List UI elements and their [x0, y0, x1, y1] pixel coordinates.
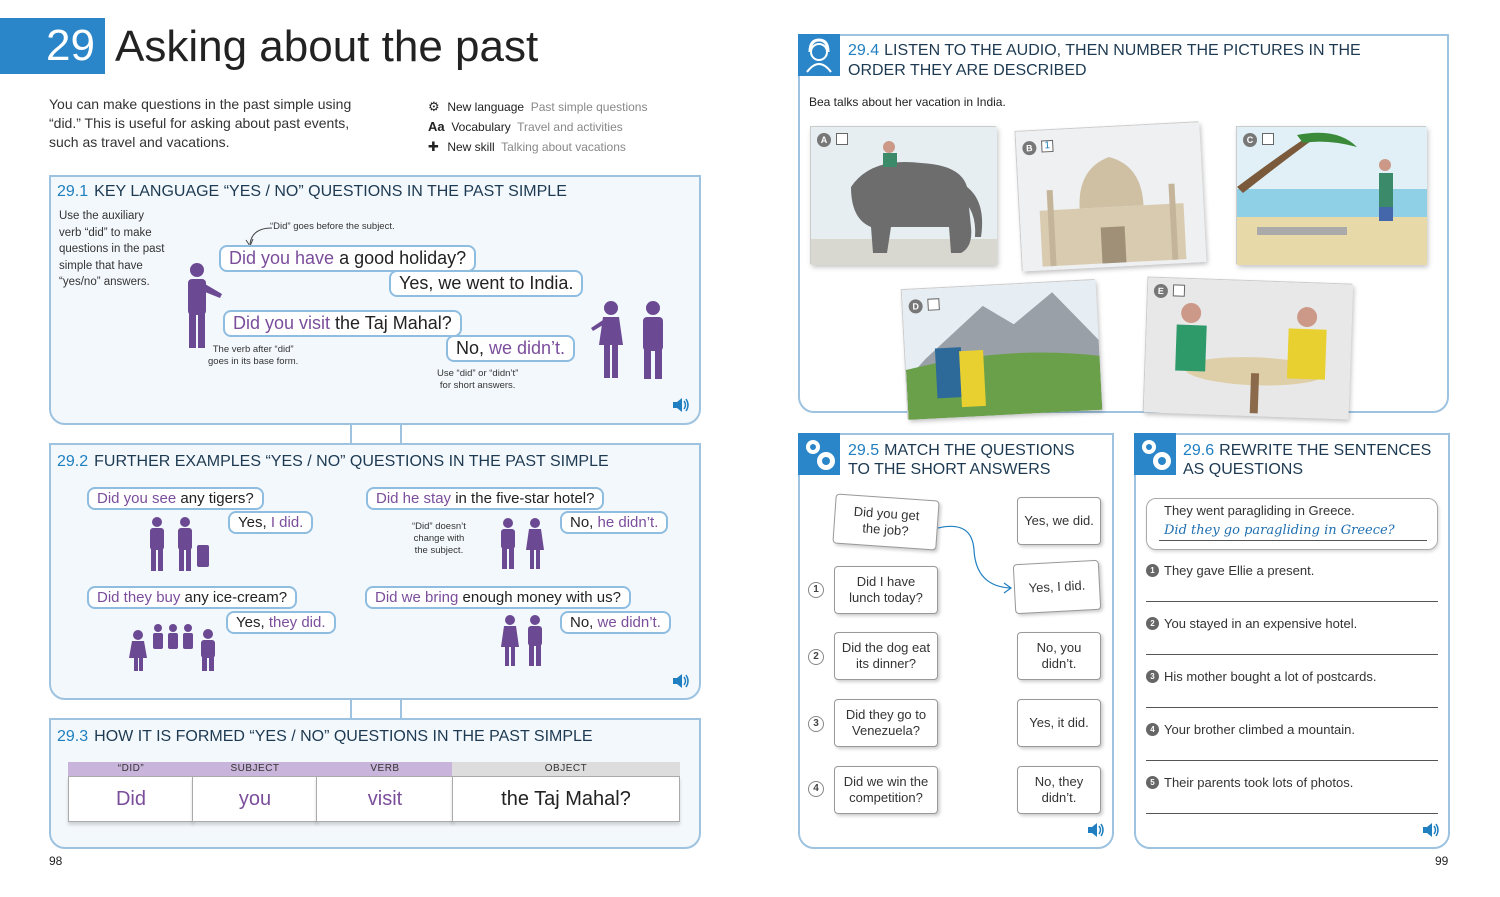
man-figure-icon [180, 262, 224, 350]
number-badge-2: 2 [808, 649, 824, 665]
example-box: They went paragliding in Greece. Did they go paragliding in Greece? [1146, 498, 1438, 550]
picture-c-beach: C [1236, 126, 1426, 264]
picture-b-taj-mahal: B 1 [1014, 121, 1205, 270]
couple-figure-icon [145, 517, 215, 572]
question-card-3[interactable]: Did they go to Venezuela? [834, 699, 938, 747]
speech-bubble-answer: No, we didn’t. [560, 611, 671, 634]
sentence-3: His mother bought a lot of postcards. [1164, 669, 1377, 684]
panel-heading: 29.5 MATCH THE QUESTIONS TO THE SHORT ANSWERS [848, 442, 1075, 478]
panel-heading: 29.3 HOW IT IS FORMED “YES / NO” QUESTIONS IN THE PAST SIMPLE [57, 728, 593, 745]
speech-bubble-question: Did you see any tigers? [87, 487, 264, 510]
formation-piece-object: OBJECT the Taj Mahal? [452, 762, 680, 824]
annotation-did-before-subject: “Did” goes before the subject. [270, 221, 395, 232]
speech-bubble-answer: Yes, we went to India. [389, 270, 583, 297]
answer-line-3[interactable] [1146, 707, 1438, 708]
answer-box-e[interactable] [1173, 284, 1185, 296]
item-number-1: 1 [1146, 564, 1159, 577]
speech-bubble-question: Did you visit the Taj Mahal? [223, 310, 462, 337]
side-note: Use the auxiliary verb “did” to make questions in the past simple that have “yes/no” answers. [59, 210, 165, 288]
gears-icon: ⚙ [428, 99, 440, 114]
formation-piece-verb: VERB visit [316, 762, 454, 824]
number-badge-3: 3 [808, 716, 824, 732]
man-figure-icon [636, 300, 670, 380]
speech-bubble-answer: No, we didn’t. [446, 335, 575, 362]
panel-heading: 29.1 KEY LANGUAGE “YES / NO” QUESTIONS IN THE PAST SIMPLE [57, 183, 567, 200]
aa-icon: Aa [428, 119, 445, 134]
listen-icon [798, 34, 840, 76]
exercise-prompt: Bea talks about her vacation in India. [809, 95, 1006, 109]
panel-heading: 29.6 REWRITE THE SENTENCES AS QUESTIONS [1183, 442, 1432, 478]
number-badge-4: 4 [808, 781, 824, 797]
speech-bubble-answer: No, he didn’t. [560, 511, 668, 534]
question-card-example[interactable]: Did you get the job? [832, 493, 939, 550]
speech-bubble-answer: Yes, they did. [226, 611, 336, 634]
sentence-2: You stayed in an expensive hotel. [1164, 616, 1358, 631]
family-figure-icon [128, 620, 220, 672]
gear-icon [1134, 433, 1176, 475]
page-number-left: 98 [49, 854, 63, 868]
panel-heading: 29.4 LISTEN TO THE AUDIO, THEN NUMBER THE PICTURES IN THE ORDER THEY ARE DESCRIBED [848, 42, 1361, 79]
answer-line-5[interactable] [1146, 813, 1438, 814]
answer-line-4[interactable] [1146, 760, 1438, 761]
answer-box-b[interactable]: 1 [1041, 140, 1054, 153]
meta-new-language: ⚙ New language Past simple questions [428, 99, 648, 114]
answer-line-2[interactable] [1146, 654, 1438, 655]
audio-speaker-icon[interactable] [1422, 823, 1440, 837]
meta-new-skill: ✚ New skill Talking about vacations [428, 139, 626, 154]
audio-speaker-icon[interactable] [1087, 823, 1105, 837]
lesson-meta [428, 97, 647, 157]
unit-number-badge: 29 [0, 18, 105, 74]
item-number-4: 4 [1146, 723, 1159, 736]
answer-line-1[interactable] [1146, 601, 1438, 602]
speech-bubble-question: Did you have a good holiday? [219, 245, 476, 272]
answer-card-2[interactable]: Yes, I did. [1013, 560, 1101, 614]
sentence-1: They gave Ellie a present. [1164, 563, 1315, 578]
panel-heading: 29.2 FURTHER EXAMPLES “YES / NO” QUESTIONS IN THE PAST SIMPLE [57, 453, 609, 470]
audio-speaker-icon[interactable] [672, 398, 690, 412]
gear-icon [798, 433, 840, 475]
answer-box-c[interactable] [1262, 133, 1274, 145]
item-number-5: 5 [1146, 776, 1159, 789]
panel-connector [350, 423, 402, 445]
answer-card-3[interactable]: No, you didn’t. [1017, 632, 1101, 680]
annotation-base-form: The verb after “did” goes in its base form. [208, 344, 299, 367]
picture-e-restaurant: E [1143, 276, 1353, 418]
meta-vocabulary: Aa Vocabulary Travel and activities [428, 119, 623, 134]
match-line-example [936, 520, 1016, 596]
question-card-4[interactable]: Did we win the competition? [834, 766, 938, 814]
question-card-2[interactable]: Did the dog eat its dinner? [834, 632, 938, 680]
answer-card-1[interactable]: Yes, we did. [1017, 497, 1101, 545]
formation-piece-subject: SUBJECT you [192, 762, 318, 824]
answer-box-d[interactable] [927, 298, 940, 311]
annotation-short-answers: Use “did” or “didn’t” for short answers. [437, 368, 519, 391]
annotation-did-does-not-change: “Did” doesn’t change with the subject. [412, 521, 466, 556]
formation-piece-did: “DID” Did [68, 762, 194, 824]
sentence-4: Your brother climbed a mountain. [1164, 722, 1356, 737]
panel-connector [350, 699, 402, 719]
number-badge-1: 1 [808, 582, 824, 598]
couple-figure-icon [497, 615, 549, 667]
answer-card-4[interactable]: Yes, it did. [1017, 699, 1101, 747]
couple-figure-icon [497, 518, 549, 570]
speech-bubble-question: Did he stay in the five-star hotel? [366, 487, 604, 510]
item-number-2: 2 [1146, 617, 1159, 630]
page-title: Asking about the past [115, 22, 539, 71]
speech-bubble-answer: Yes, I did. [228, 511, 313, 534]
sentence-5: Their parents took lots of photos. [1164, 775, 1354, 790]
audio-speaker-icon[interactable] [672, 674, 690, 688]
answer-box-a[interactable] [836, 133, 848, 145]
question-card-1[interactable]: Did I have lunch today? [834, 566, 938, 614]
example-answer: Did they go paragliding in Greece? [1164, 523, 1395, 538]
answer-card-5[interactable]: No, they didn’t. [1017, 766, 1101, 814]
puzzle-icon: ✚ [428, 139, 439, 154]
picture-d-mountain: D [901, 279, 1102, 419]
page-number-right: 99 [1435, 854, 1449, 868]
speech-bubble-question: Did we bring enough money with us? [365, 586, 631, 609]
woman-figure-icon [589, 300, 633, 380]
speech-bubble-question: Did they buy any ice-cream? [87, 586, 297, 609]
item-number-3: 3 [1146, 670, 1159, 683]
picture-a-elephant: A [810, 126, 996, 264]
intro-text: You can make questions in the past simple using “did.” This is useful for asking about past events, such as travel and vacations. [49, 96, 352, 150]
